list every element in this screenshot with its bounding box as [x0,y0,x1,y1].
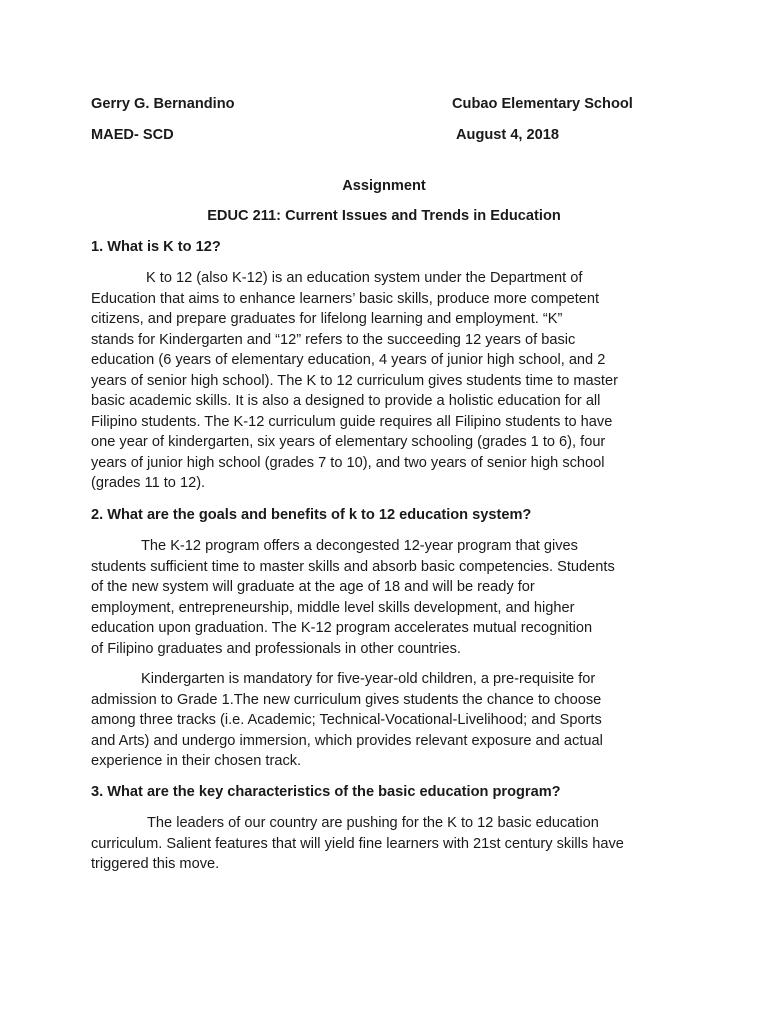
school-name: Cubao Elementary School [452,96,633,112]
section-2-heading: 2. What are the goals and benefits of k to 12 education system? [91,507,532,523]
paragraph-line: Filipino students. The K-12 curriculum guide requires all Filipino students to have [91,413,613,430]
paragraph-line: education upon graduation. The K-12 program accelerates mutual recognition [91,620,593,636]
paragraph-line: The leaders of our country are pushing for the K to 12 basic education [147,815,599,831]
paragraph-line: triggered this move. [91,856,220,872]
paragraph-line: Education that aims to enhance learners’ basic skills, produce more competent [91,290,600,307]
paragraph-line: Kindergarten is mandatory for five-year-old children, a pre-requisite for [141,671,596,687]
paragraph-line: curriculum. Salient features that will yield fine learners with 21st century skills have [91,835,624,852]
document-date: August 4, 2018 [456,127,560,143]
section-1-paragraph-1 [91,268,681,494]
paragraph-line: of Filipino graduates and professionals in other countries. [91,640,461,657]
program-name: MAED- SCD [91,127,174,143]
paragraph-line: education (6 years of elementary education, 4 years of junior high school, and 2 [91,352,606,368]
section-3-paragraph-1 [91,813,681,875]
paragraph-line: citizens, and prepare graduates for lifelong learning and employment. “K” [91,311,563,327]
paragraph-line: years of senior high school). The K to 12 curriculum gives students time to master [91,372,618,389]
paragraph-line: among three tracks (i.e. Academic; Technical-Vocational-Livelihood; and Sports [91,712,602,728]
author-name: Gerry G. Bernandino [91,96,235,112]
section-3-heading: 3. What are the key characteristics of the basic education program? [91,784,561,800]
paragraph-line: basic academic skills. It is also a designed to provide a holistic education for all [91,393,601,409]
paragraph-line: experience in their chosen track. [91,753,302,769]
paragraph-line: stands for Kindergarten and “12” refers to the succeeding 12 years of basic [91,331,576,348]
section-2-paragraph-2 [91,669,681,772]
section-2-paragraph-1 [91,536,681,659]
paragraph-line: (grades 11 to 12). [91,475,206,491]
paragraph-line: K to 12 (also K-12) is an education system under the Department of [146,270,583,286]
assignment-title: Assignment [342,178,426,194]
section-1-heading: 1. What is K to 12? [91,239,221,255]
paragraph-line: and Arts) and undergo immersion, which provides relevant exposure and actual [91,732,603,749]
paragraph-line: students sufficient time to master skills and absorb basic competencies. Students [91,558,615,575]
course-title: EDUC 211: Current Issues and Trends in Education [207,208,561,224]
paragraph-line: of the new system will graduate at the age of 18 and will be ready for [91,579,535,595]
paragraph-line: employment, entrepreneurship, middle level skills development, and higher [91,599,575,616]
paragraph-line: The K-12 program offers a decongested 12-year program that gives [141,538,578,554]
paragraph-line: years of junior high school (grades 7 to 10), and two years of senior high school [91,454,605,471]
paragraph-line: one year of kindergarten, six years of elementary schooling (grades 1 to 6), four [91,434,606,450]
paragraph-line: admission to Grade 1.The new curriculum gives students the chance to choose [91,691,602,708]
